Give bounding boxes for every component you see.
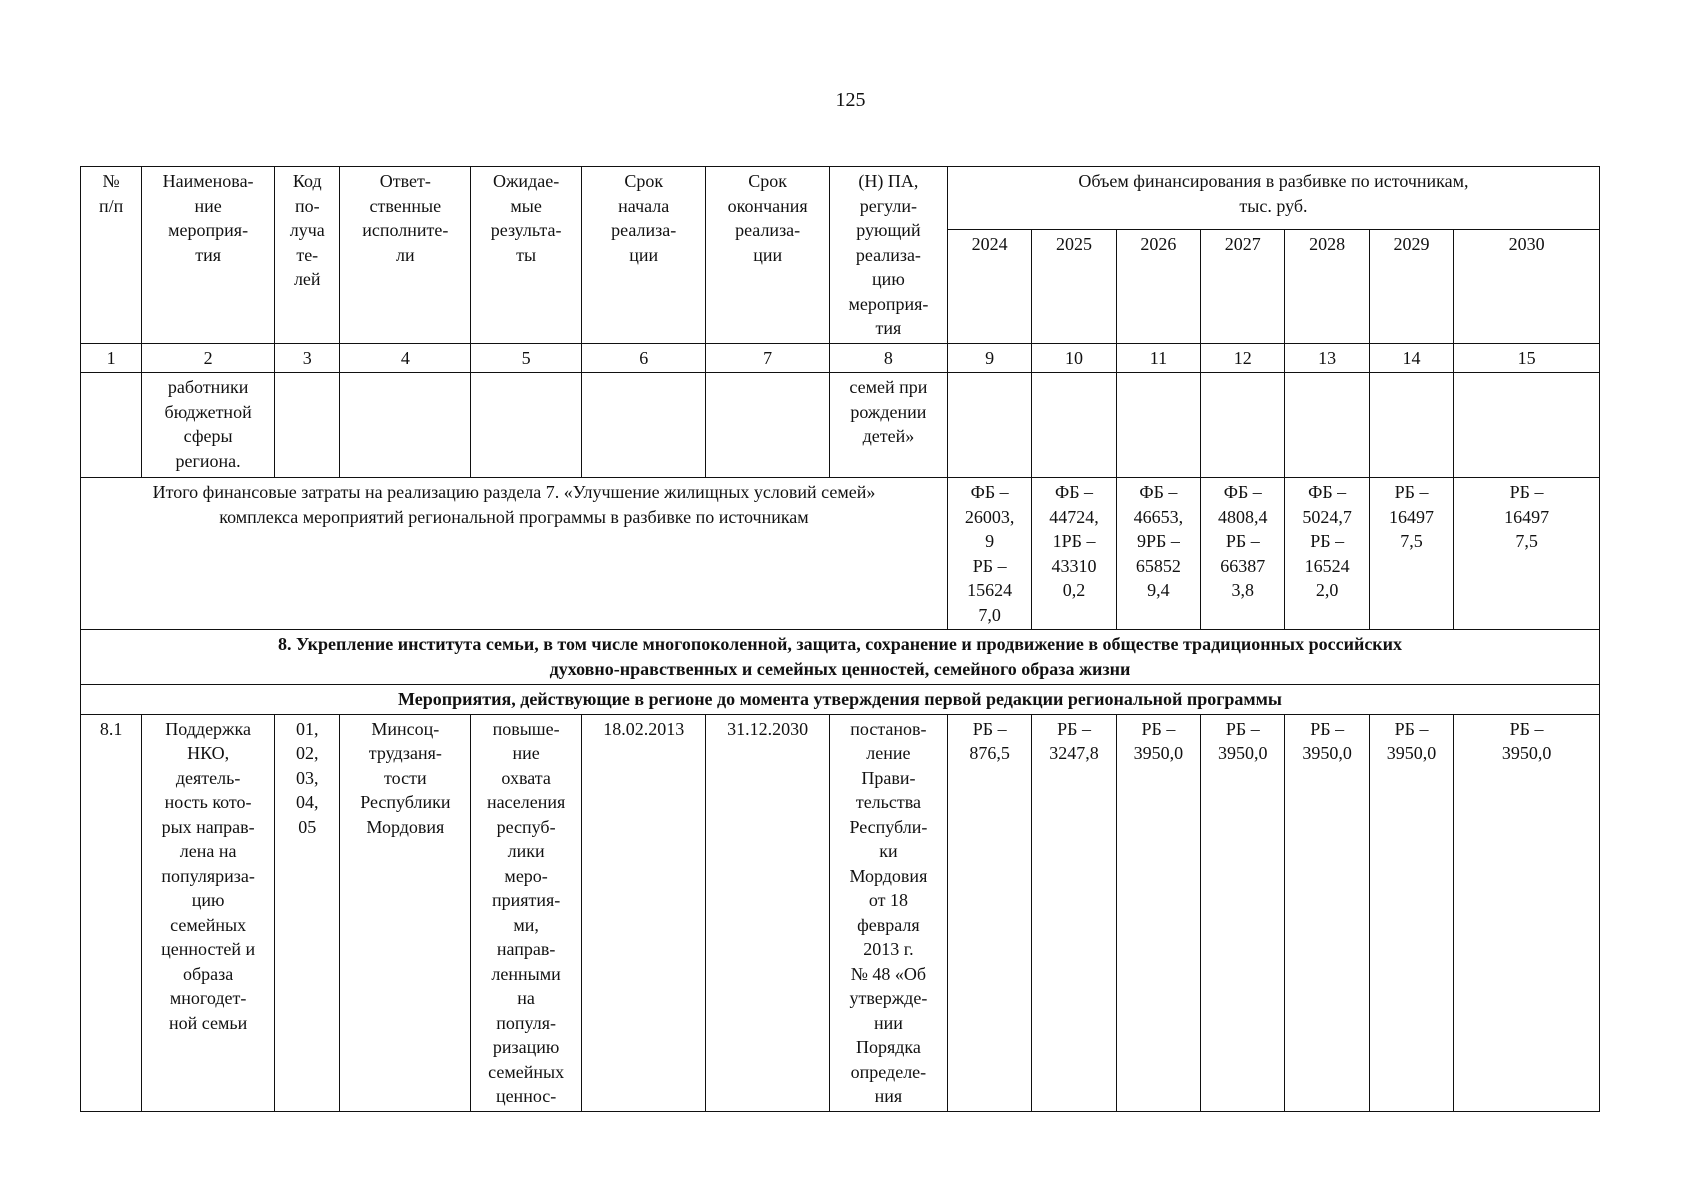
total-row bbox=[81, 478, 1600, 630]
total-value: ФБ – 4808,4 РБ – 66387 3,8 bbox=[1201, 478, 1285, 630]
header-code: Код по- луча те- лей bbox=[275, 167, 340, 344]
col-number: 1 bbox=[81, 343, 142, 373]
year-cell: 2025 bbox=[1032, 230, 1116, 344]
funding-value: РБ – 3950,0 bbox=[1285, 714, 1369, 1111]
funding-value: РБ – 3247,8 bbox=[1032, 714, 1116, 1111]
col-number: 8 bbox=[829, 343, 947, 373]
header-name: Наименова- ние мероприя- тия bbox=[142, 167, 275, 344]
header-end: Срок окончания реализа- ции bbox=[706, 167, 829, 344]
header-start: Срок начала реализа- ции bbox=[581, 167, 705, 344]
cell-empty bbox=[1201, 373, 1285, 478]
cell-empty bbox=[1369, 373, 1453, 478]
header-responsible: Ответ- ственные исполните- ли bbox=[340, 167, 471, 344]
total-label: Итого финансовые затраты на реализацию раздела 7. «Улучшение жилищных условий семей» комплекса мероприятий региональной программы в разбивке по источникам bbox=[81, 478, 948, 630]
year-cell: 2029 bbox=[1369, 230, 1453, 344]
total-value: ФБ – 26003, 9 РБ – 15624 7,0 bbox=[947, 478, 1031, 630]
cell-empty bbox=[706, 373, 829, 478]
regulatory-act: постанов- ление Прави- тельства Республи- ки Мордовия от 18 февраля 2013 г. № 48 «Об утвержде- нии Порядка определе- ния bbox=[829, 714, 947, 1111]
cell-empty bbox=[1032, 373, 1116, 478]
funding-value: РБ – 3950,0 bbox=[1454, 714, 1600, 1111]
col-number: 4 bbox=[340, 343, 471, 373]
col-number: 2 bbox=[142, 343, 275, 373]
funding-value: РБ – 3950,0 bbox=[1369, 714, 1453, 1111]
total-value: РБ – 16497 7,5 bbox=[1369, 478, 1453, 630]
funding-value: РБ – 876,5 bbox=[947, 714, 1031, 1111]
table-row bbox=[81, 714, 1600, 1111]
col-number: 7 bbox=[706, 343, 829, 373]
total-value: РБ – 16497 7,5 bbox=[1454, 478, 1600, 630]
event-name: Поддержка НКО, деятель- ность кото- рых направ- лена на популяриза- цию семейных ценностей и образа многодет- ной семьи bbox=[142, 714, 275, 1111]
continuation-npa: семей при рождении детей» bbox=[829, 373, 947, 478]
cell-empty bbox=[947, 373, 1031, 478]
row-number: 8.1 bbox=[81, 714, 142, 1111]
funding-value: РБ – 3950,0 bbox=[1116, 714, 1200, 1111]
col-number: 10 bbox=[1032, 343, 1116, 373]
year-cell: 2026 bbox=[1116, 230, 1200, 344]
col-number: 15 bbox=[1454, 343, 1600, 373]
col-number: 9 bbox=[947, 343, 1031, 373]
cell-empty bbox=[1116, 373, 1200, 478]
header-results: Ожидае- мые результа- ты bbox=[471, 167, 582, 344]
subsection-title: Мероприятия, действующие в регионе до момента утверждения первой редакции региональной программы bbox=[81, 685, 1600, 715]
col-number: 14 bbox=[1369, 343, 1453, 373]
header-npa: (Н) ПА, регули- рующий реализа- цию мероприя- тия bbox=[829, 167, 947, 344]
funding-value: РБ – 3950,0 bbox=[1201, 714, 1285, 1111]
section-row bbox=[81, 630, 1600, 685]
header-num: № п/п bbox=[81, 167, 142, 344]
col-number: 13 bbox=[1285, 343, 1369, 373]
total-value: ФБ – 5024,7 РБ – 16524 2,0 bbox=[1285, 478, 1369, 630]
col-number: 12 bbox=[1201, 343, 1285, 373]
total-value: ФБ – 46653, 9РБ – 65852 9,4 bbox=[1116, 478, 1200, 630]
responsible-executor: Минсоц- трудзаня- тости Республики Мордовия bbox=[340, 714, 471, 1111]
year-cell: 2024 bbox=[947, 230, 1031, 344]
col-number: 11 bbox=[1116, 343, 1200, 373]
cell-empty bbox=[275, 373, 340, 478]
cell-empty bbox=[81, 373, 142, 478]
year-cell: 2030 bbox=[1454, 230, 1600, 344]
page-number: 125 bbox=[835, 89, 866, 111]
year-cell: 2027 bbox=[1201, 230, 1285, 344]
cell-empty bbox=[1285, 373, 1369, 478]
section-title: 8. Укрепление института семьи, в том числе многопоколенной, защита, сохранение и продвижение в обществе традиционных российских духовно-нравственных и семейных ценностей, семейного образа жизни bbox=[81, 630, 1600, 685]
cell-empty bbox=[1454, 373, 1600, 478]
subsection-row bbox=[81, 685, 1600, 715]
col-number: 5 bbox=[471, 343, 582, 373]
end-date: 31.12.2030 bbox=[706, 714, 829, 1111]
cell-empty bbox=[471, 373, 582, 478]
expected-results: повыше- ние охвата населения респуб- лики меро- приятия- ми, направ- ленными на популя- ризацию семейных ценнос- bbox=[471, 714, 582, 1111]
column-number-row bbox=[81, 343, 1600, 373]
cell-empty bbox=[581, 373, 705, 478]
year-cell: 2028 bbox=[1285, 230, 1369, 344]
start-date: 18.02.2013 bbox=[581, 714, 705, 1111]
col-number: 6 bbox=[581, 343, 705, 373]
recipient-codes: 01, 02, 03, 04, 05 bbox=[275, 714, 340, 1111]
program-table bbox=[80, 166, 1600, 1112]
cell-empty bbox=[340, 373, 471, 478]
header-row bbox=[81, 167, 1600, 230]
header-funding: Объем финансирования в разбивке по источникам, тыс. руб. bbox=[947, 167, 1599, 230]
col-number: 3 bbox=[275, 343, 340, 373]
continuation-name: работники бюджетной сферы региона. bbox=[142, 373, 275, 478]
total-value: ФБ – 44724, 1РБ – 43310 0,2 bbox=[1032, 478, 1116, 630]
continuation-row bbox=[81, 373, 1600, 478]
